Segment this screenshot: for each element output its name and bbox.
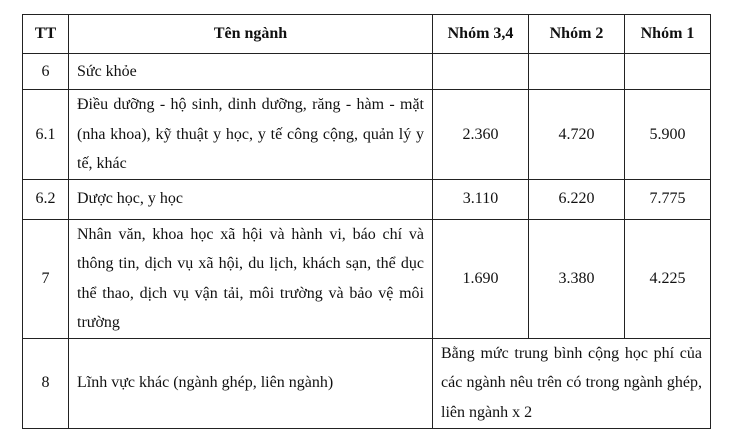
fee-group-1 xyxy=(625,54,711,90)
table-row xyxy=(23,338,711,428)
table-row xyxy=(23,54,711,90)
header-group-2: Nhóm 2 xyxy=(529,15,625,54)
fee-group-2: 6.220 xyxy=(529,179,625,219)
fee-group-3-4 xyxy=(433,54,529,90)
header-tt: TT xyxy=(23,15,69,54)
field-name: Sức khỏe xyxy=(69,54,433,90)
fee-group-3-4: 2.360 xyxy=(433,90,529,180)
table-row xyxy=(23,179,711,219)
fee-group-2: 3.380 xyxy=(529,219,625,338)
fee-group-2: 4.720 xyxy=(529,90,625,180)
fee-group-2 xyxy=(529,54,625,90)
tuition-table xyxy=(22,14,711,429)
header-group-1: Nhóm 1 xyxy=(625,15,711,54)
header-name: Tên ngành xyxy=(69,15,433,54)
table-row xyxy=(23,90,711,180)
fee-group-1: 7.775 xyxy=(625,179,711,219)
header-group-3-4: Nhóm 3,4 xyxy=(433,15,529,54)
fee-group-1: 4.225 xyxy=(625,219,711,338)
row-number: 6.2 xyxy=(23,179,69,219)
field-name: Nhân văn, khoa học xã hội và hành vi, báo chí và thông tin, dịch vụ xã hội, du lịch, khách sạn, thể dục thể thao, dịch vụ vận tải, môi trường và bảo vệ môi trường xyxy=(69,219,433,338)
merged-fee-note: Bằng mức trung bình cộng học phí của các ngành nêu trên có trong ngành ghép, liên ngành x 2 xyxy=(433,338,711,428)
field-name: Lĩnh vực khác (ngành ghép, liên ngành) xyxy=(69,338,433,428)
table-row xyxy=(23,219,711,338)
row-number: 7 xyxy=(23,219,69,338)
fee-group-3-4: 1.690 xyxy=(433,219,529,338)
fee-group-1: 5.900 xyxy=(625,90,711,180)
field-name: Điều dưỡng - hộ sinh, dinh dưỡng, răng - hàm - mặt (nha khoa), kỹ thuật y học, y tế công cộng, quản lý y tế, khác xyxy=(69,90,433,180)
row-number: 8 xyxy=(23,338,69,428)
header-row xyxy=(23,15,711,54)
field-name: Dược học, y học xyxy=(69,179,433,219)
fee-group-3-4: 3.110 xyxy=(433,179,529,219)
row-number: 6.1 xyxy=(23,90,69,180)
row-number: 6 xyxy=(23,54,69,90)
